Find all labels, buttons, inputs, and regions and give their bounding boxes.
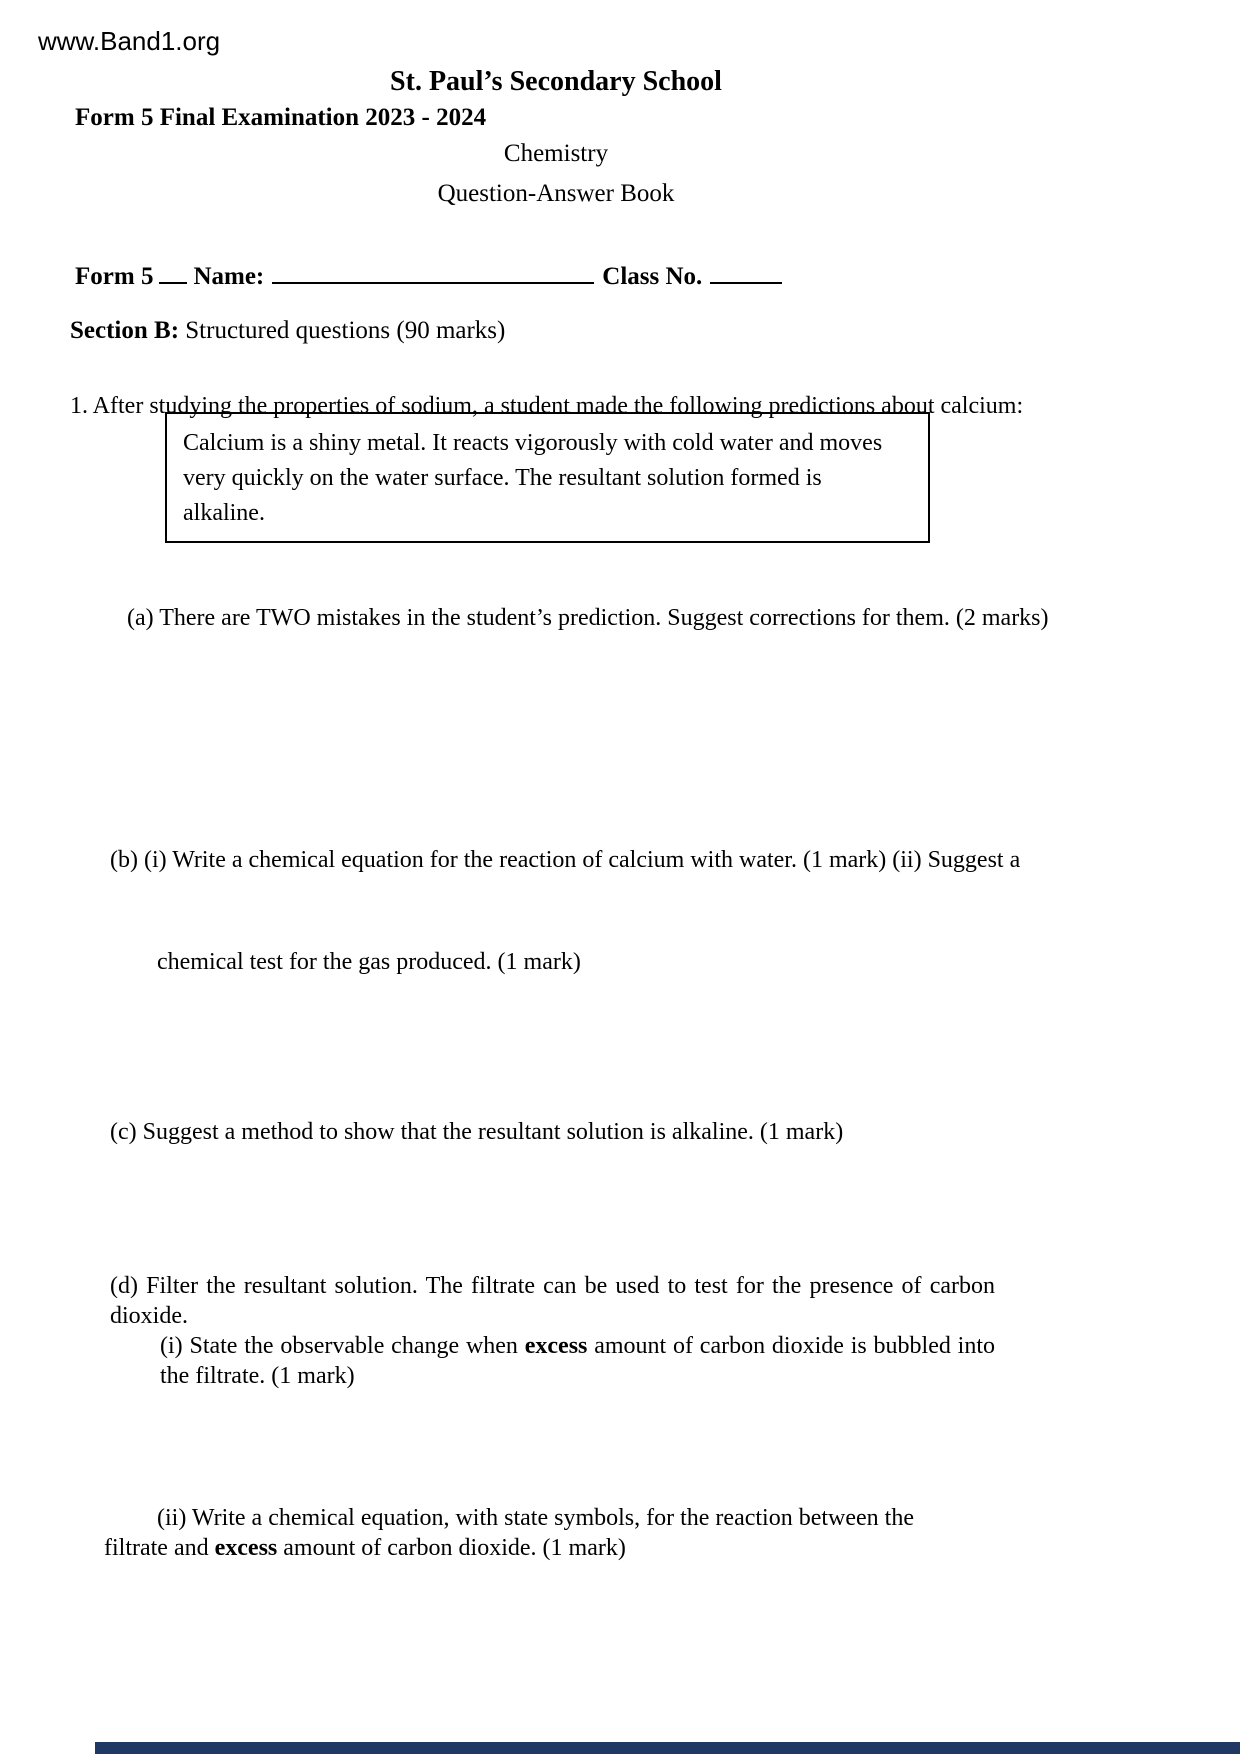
question-1d-intro: (d) Filter the resultant solution. The filtrate can be used to test for the presence of carbon dioxide. [110,1273,995,1329]
question-1d-ii-text-post: amount of carbon dioxide. (1 mark) [277,1535,626,1561]
footer-decorative-bar [95,1742,1240,1754]
name-blank [272,260,594,284]
section-b-text: Structured questions (90 marks) [185,317,506,344]
question-1d-ii-excess-bold: excess [214,1535,278,1561]
form-name-class-line [75,260,1240,291]
form-number-blank [159,260,187,284]
student-prediction-box [165,412,930,543]
question-answer-book-title: Question-Answer Book [437,180,675,207]
form-label: Form 5 [75,263,154,290]
question-1a: (a) There are TWO mistakes in the student’s prediction. Suggest corrections for them. (2 marks) [127,605,1049,631]
question-1d-ii [104,1503,980,1563]
question-1c: (c) Suggest a method to show that the resultant solution is alkaline. (1 mark) [110,1119,844,1145]
question-1b-line1: (b) (i) Write a chemical equation for the reaction of calcium with water. (1 mark) (ii) Suggest a [110,847,1021,873]
name-label: Name: [193,263,265,290]
class-no-label: Class No. [602,263,703,290]
school-title: St. Paul’s Secondary School [390,66,722,97]
question-1d-i [160,1331,995,1391]
section-b-heading [70,317,1240,345]
question-1d-i-text-post: amount of carbon dioxide is bubbled into the filtrate. (1 mark) [160,1333,995,1389]
site-watermark: www.Band1.org [38,26,221,56]
student-prediction-text: Calcium is a shiny metal. It reacts vigorously with cold water and moves very quickly on the water surface. The resultant solution formed is alkaline. [183,430,883,526]
question-1d-ii-text-pre: (ii) Write a chemical equation, with state symbols, for the reaction between the filtrate and [104,1505,914,1561]
section-b-label: Section B: [70,317,180,344]
question-1d-i-text-pre: (i) State the observable change when [160,1333,525,1359]
question-1b-line2: chemical test for the gas produced. (1 mark) [157,949,581,975]
question-1d-i-excess-bold: excess [524,1333,588,1359]
class-no-blank [710,260,782,284]
subject-title: Chemistry [503,140,609,167]
exam-title: Form 5 Final Examination 2023 - 2024 [75,104,487,131]
question-1-intro: 1. After studying the properties of sodium, a student made the following predictions about calcium: [70,393,1024,419]
